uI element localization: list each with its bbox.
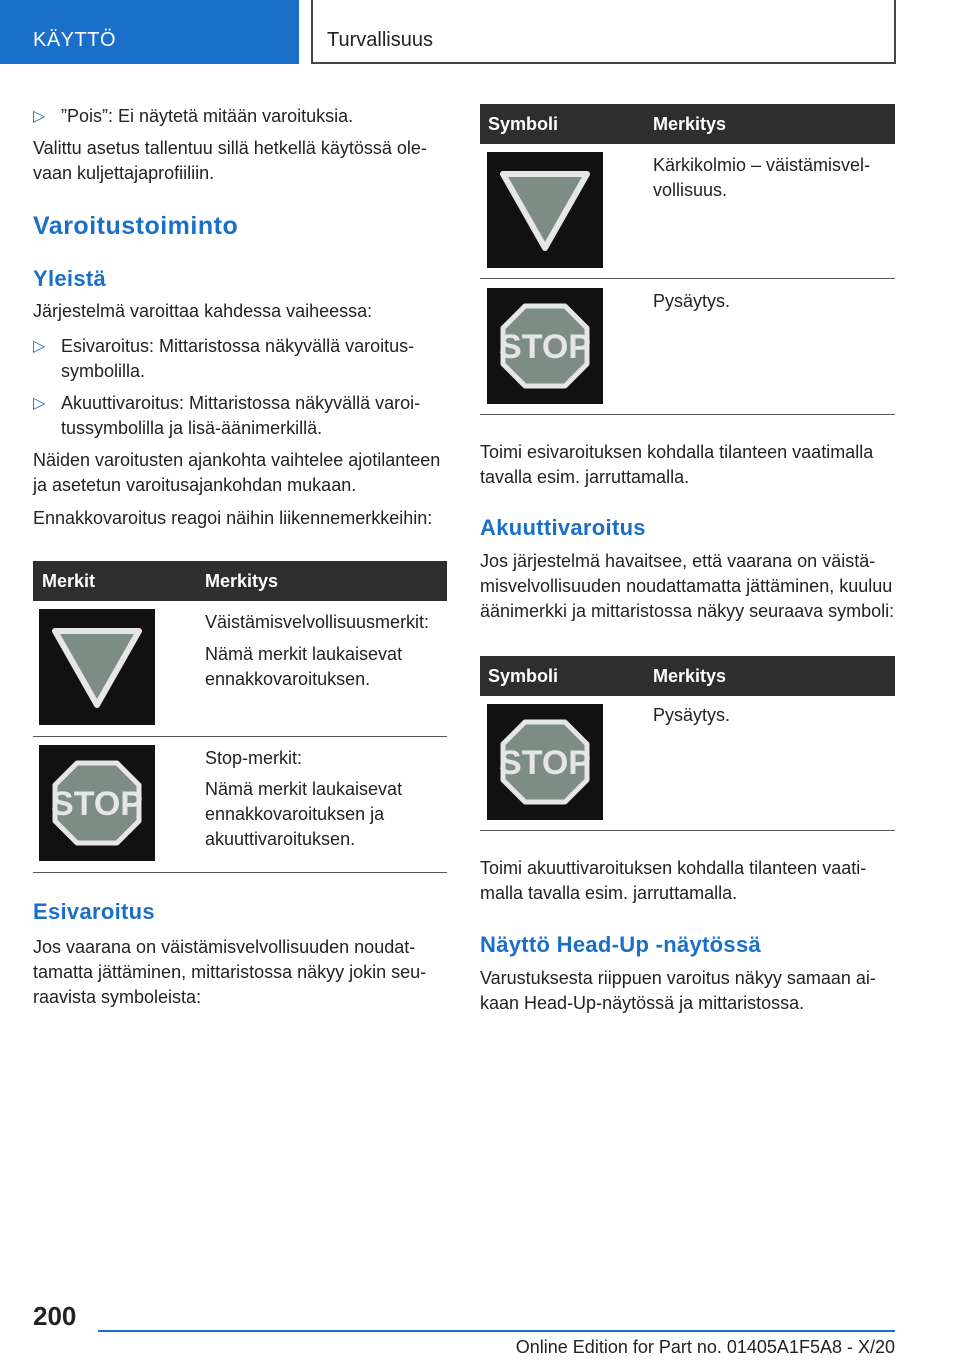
col-header-meaning: Merkitys [205, 571, 279, 591]
stop-sign-text: STOP [51, 785, 143, 823]
row1-desc: Kärkikolmio – väistämisvelvollisuus. [653, 155, 871, 200]
paragraph-timing: Näiden varoitusten ajankohta vaihtelee ajotilanteen ja asetetun varoitusajankohdan mukaan. [33, 450, 441, 495]
heading-prewarning: Esivaroitus [33, 899, 155, 924]
stop-sign-icon [487, 704, 603, 820]
col-header-symbol: Symboli [488, 114, 559, 134]
paragraph-intro: Järjestelmä varoittaa kahdessa vaiheessa: [33, 301, 373, 321]
chapter-title: Turvallisuus [327, 29, 433, 51]
col-header-meaning: Merkitys [653, 114, 727, 134]
footer-divider [98, 1330, 895, 1332]
bullet-pois: ▷ ”Pois”: Ei näytetä mitään varoituksia. [33, 104, 447, 129]
heading-general: Yleistä [33, 266, 107, 291]
row-divider [480, 830, 895, 831]
col-header-symbol: Symboli [488, 666, 559, 686]
heading-hud: Näyttö Head-Up -näytössä [480, 932, 762, 957]
row-divider [33, 872, 447, 873]
bullet-triangle-icon: ▷ [33, 395, 46, 412]
section-tab[interactable] [0, 0, 299, 64]
row1-desc: Pysäytys. [653, 705, 731, 725]
signs-table [33, 561, 447, 873]
col-header-signs: Merkit [42, 571, 96, 591]
row1-title: Väistämisvelvollisuusmerkit: [205, 612, 430, 632]
heading-acute: Akuuttivaroitus [480, 515, 646, 540]
yield-sign-icon [487, 152, 603, 268]
bullet-triangle-icon: ▷ [33, 338, 46, 355]
table-header [33, 561, 447, 601]
paragraph-reacts: Ennakkovaroitus reagoi näihin liikennemerkkeihin: [33, 508, 433, 528]
col-header-meaning: Merkitys [653, 666, 727, 686]
paragraph-act-acute: Toimi akuuttivaroituksen kohdalla tilanteen vaatimalla tavalla esim. jarruttamalla. [480, 858, 867, 903]
row-divider [480, 278, 895, 279]
row2-desc: Pysäytys. [653, 291, 731, 311]
bullet-acute: ▷ Akuuttivaroitus: Mittaristossa näkyvällä varoitussymbolilla ja lisä-äänimerkillä. [33, 393, 421, 438]
table-header [480, 656, 895, 696]
stop-sign-text: STOP [499, 744, 591, 782]
section-title: KÄYTTÖ [33, 29, 117, 51]
paragraph-prewarning: Jos vaarana on väistämisvelvollisuuden noudattamatta jättäminen, mittaristossa näkyy jokin seuraavista symboleista: [33, 937, 427, 1007]
bullet-triangle-icon: ▷ [33, 108, 46, 125]
page-number: 200 [33, 1301, 77, 1331]
stop-sign-text: STOP [499, 328, 591, 366]
row2-desc: Nämä merkit laukaisevat ennakkovaroituksen ja akuuttivaroituksen. [205, 779, 403, 849]
paragraph-hud: Varustuksesta riippuen varoitus näkyy samaan aikaan Head-Up-näytössä ja mittaristossa. [480, 968, 876, 1013]
paragraph-acute: Jos järjestelmä havaitsee, että vaarana on väistämisvelvollisuuden noudattamatta jättäminen, kuuluu äänimerkki ja mittaristossa näkyy seuraava symboli: [480, 551, 895, 621]
table-header [480, 104, 895, 144]
bullet-prewarning: ▷ Esivaroitus: Mittaristossa näkyvällä varoitussymbolilla. [33, 336, 415, 381]
stop-sign-icon [39, 745, 155, 861]
yield-sign-icon [39, 609, 155, 725]
paragraph-saved: Valittu asetus tallentuu sillä hetkellä käytössä olevaan kuljettajaprofiiliin. [33, 138, 427, 183]
symbols-table-pre [480, 104, 895, 416]
row-divider [480, 414, 895, 415]
row-divider [33, 736, 447, 737]
symbols-table-acute [480, 656, 895, 832]
stop-sign-icon [487, 288, 603, 404]
row1-desc: Nämä merkit laukaisevat ennakkovaroituksen. [205, 644, 403, 689]
paragraph-act-pre: Toimi esivaroituksen kohdalla tilanteen vaatimalla tavalla esim. jarruttamalla. [480, 442, 874, 487]
chapter-header [311, 0, 896, 64]
footer-edition: Online Edition for Part no. 01405A1F5A8 - X/20 [515, 1337, 895, 1357]
heading-warning-function: Varoitustoiminto [33, 212, 239, 240]
row2-title: Stop-merkit: [205, 748, 303, 768]
